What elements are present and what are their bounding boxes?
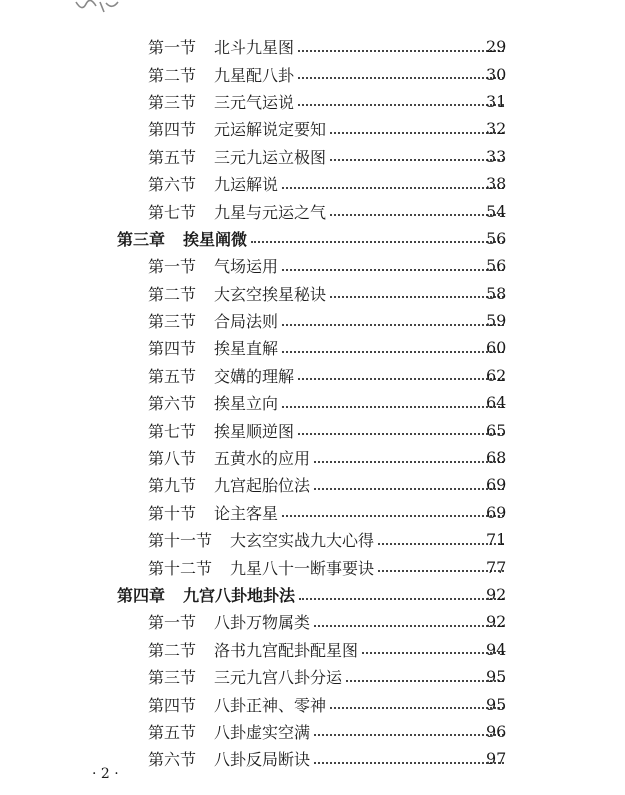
toc-entry-page: 77 bbox=[486, 557, 507, 577]
toc-section-row[interactable] bbox=[0, 252, 508, 279]
dot-leader bbox=[282, 351, 504, 353]
dot-leader bbox=[282, 324, 504, 326]
dot-leader bbox=[314, 461, 504, 463]
toc-section-row[interactable] bbox=[0, 636, 508, 663]
toc-entry-number: 第七节 bbox=[148, 202, 197, 222]
toc-entry-title: 大玄空实战九大心得 bbox=[230, 531, 375, 551]
dot-leader bbox=[314, 488, 504, 490]
dot-leader bbox=[330, 159, 504, 161]
page-number: · 2 · bbox=[92, 766, 119, 782]
toc-entry-page: 29 bbox=[486, 37, 507, 57]
dot-leader bbox=[251, 241, 504, 243]
toc-entry-number: 第六节 bbox=[148, 175, 197, 195]
dot-leader bbox=[314, 625, 504, 627]
toc-section-row[interactable] bbox=[0, 608, 508, 635]
toc-entry-number: 第八节 bbox=[148, 449, 197, 469]
toc-entry-number: 第六节 bbox=[148, 394, 197, 414]
toc-entry-title: 五黄水的应用 bbox=[214, 449, 311, 469]
toc-entry-title: 气场运用 bbox=[214, 257, 279, 277]
toc-entry-page: 59 bbox=[486, 311, 507, 331]
toc-entry-page: 68 bbox=[486, 448, 507, 468]
toc-entry-title: 挨星顺逆图 bbox=[214, 421, 295, 441]
toc-entry-number: 第五节 bbox=[148, 366, 197, 386]
dot-leader bbox=[282, 406, 504, 408]
toc-entry-page: 60 bbox=[486, 338, 507, 358]
toc-entry-page: 96 bbox=[486, 721, 507, 741]
toc-entry-title: 挨星立向 bbox=[214, 394, 279, 414]
toc-section-row[interactable] bbox=[0, 197, 508, 224]
toc-entry-page: 33 bbox=[486, 146, 507, 166]
toc-section-row[interactable] bbox=[0, 143, 508, 170]
toc-entry-page: 56 bbox=[486, 228, 507, 248]
toc-entry-number: 第一节 bbox=[148, 38, 197, 58]
toc-entry-number: 第五节 bbox=[148, 722, 197, 742]
dot-leader bbox=[299, 598, 504, 600]
dot-leader bbox=[330, 296, 504, 298]
toc-entry-page: 92 bbox=[486, 612, 507, 632]
toc-entry-page: 32 bbox=[486, 119, 507, 139]
dot-leader bbox=[314, 734, 504, 736]
toc-section-row[interactable] bbox=[0, 362, 508, 389]
toc-entry-title: 北斗九星图 bbox=[214, 38, 295, 58]
toc-section-row[interactable] bbox=[0, 170, 508, 197]
toc-entry-title: 九星八十一断事要诀 bbox=[230, 558, 375, 578]
dot-leader bbox=[298, 77, 504, 79]
toc-entry-title: 大玄空挨星秘诀 bbox=[214, 284, 327, 304]
toc-entry-number: 第三节 bbox=[148, 92, 197, 112]
toc-section-row[interactable] bbox=[0, 33, 508, 60]
toc-entry-title: 元运解说定要知 bbox=[214, 120, 327, 140]
toc-section-row[interactable] bbox=[0, 334, 508, 361]
toc-section-row[interactable] bbox=[0, 553, 508, 580]
toc-entry-title: 九运解说 bbox=[214, 175, 279, 195]
toc-entry-page: 31 bbox=[486, 91, 507, 111]
toc-entry-title: 挨星直解 bbox=[214, 339, 279, 359]
toc-entry-page: 92 bbox=[486, 585, 507, 604]
toc-entry-page: 30 bbox=[486, 64, 507, 84]
dot-leader bbox=[362, 652, 504, 654]
toc-chapter-row[interactable] bbox=[0, 225, 508, 252]
toc-entry-number: 第四节 bbox=[148, 120, 197, 140]
toc-entry-page: 65 bbox=[486, 420, 507, 440]
toc-section-row[interactable] bbox=[0, 307, 508, 334]
toc-entry-number: 第二节 bbox=[148, 640, 197, 660]
toc-entry-page: 95 bbox=[486, 694, 507, 714]
toc-entry-page: 71 bbox=[486, 530, 507, 550]
toc-section-row[interactable] bbox=[0, 280, 508, 307]
toc-entry-title: 论主客星 bbox=[214, 503, 279, 523]
toc-entry-title: 交媾的理解 bbox=[214, 366, 295, 386]
toc-entry-title: 三元九宫八卦分运 bbox=[214, 668, 343, 688]
toc-entry-number: 第四章 bbox=[117, 586, 166, 605]
dot-leader bbox=[298, 50, 504, 52]
toc-entry-number: 第七节 bbox=[148, 421, 197, 441]
toc-entry-page: 54 bbox=[486, 201, 507, 221]
toc-entry-number: 第四节 bbox=[148, 695, 197, 715]
toc-entry-number: 第三章 bbox=[117, 229, 166, 249]
toc-entry-number: 第一节 bbox=[148, 257, 197, 277]
toc-section-row[interactable] bbox=[0, 115, 508, 142]
dot-leader bbox=[298, 433, 504, 435]
toc-chapter-row[interactable] bbox=[0, 581, 508, 608]
toc-entry-page: 58 bbox=[486, 283, 507, 303]
toc-entry-page: 95 bbox=[486, 667, 507, 687]
toc-entry-number: 第五节 bbox=[148, 147, 197, 167]
toc-entry-page: 69 bbox=[486, 502, 507, 522]
dot-leader bbox=[298, 378, 504, 380]
toc-entry-title: 九星与元运之气 bbox=[214, 202, 327, 222]
toc-entry-title: 八卦反局断诀 bbox=[214, 750, 311, 770]
toc-entry-title: 合局法则 bbox=[214, 312, 279, 332]
toc-section-row[interactable] bbox=[0, 389, 508, 416]
toc-entry-title: 九宫八卦地卦法 bbox=[183, 586, 296, 605]
toc-entry-page: 38 bbox=[486, 174, 507, 194]
toc-entry-title: 挨星阐微 bbox=[183, 229, 248, 249]
toc-entry-number: 第四节 bbox=[148, 339, 197, 359]
toc-entry-number: 第六节 bbox=[148, 750, 197, 770]
toc-section-row[interactable] bbox=[0, 471, 508, 498]
toc-section-row[interactable] bbox=[0, 745, 508, 772]
toc-entry-title: 八卦正神、零神 bbox=[214, 695, 327, 715]
toc-entry-number: 第九节 bbox=[148, 476, 197, 496]
toc-entry-number: 第三节 bbox=[148, 668, 197, 688]
toc-section-row[interactable] bbox=[0, 718, 508, 745]
toc-entry-title: 八卦万物属类 bbox=[214, 613, 311, 633]
toc-entry-page: 69 bbox=[486, 475, 507, 495]
toc-section-row[interactable] bbox=[0, 416, 508, 443]
dot-leader bbox=[282, 269, 504, 271]
dot-leader bbox=[330, 707, 504, 709]
toc-entry-page: 94 bbox=[486, 639, 507, 659]
ink-scribble-icon bbox=[72, 0, 142, 14]
dot-leader bbox=[330, 214, 504, 216]
toc-section-row[interactable] bbox=[0, 88, 508, 115]
dot-leader bbox=[282, 187, 504, 189]
toc-entry-title: 八卦虚实空满 bbox=[214, 722, 311, 742]
toc-entry-title: 九宫起胎位法 bbox=[214, 476, 311, 496]
toc-section-row[interactable] bbox=[0, 499, 508, 526]
dot-leader bbox=[330, 132, 504, 134]
toc-entry-number: 第一节 bbox=[148, 613, 197, 633]
toc-entry-title: 洛书九宫配卦配星图 bbox=[214, 640, 359, 660]
toc-entry-number: 第十节 bbox=[148, 503, 197, 523]
toc-entry-page: 62 bbox=[486, 365, 507, 385]
toc-section-row[interactable] bbox=[0, 690, 508, 717]
toc-entry-title: 三元九运立极图 bbox=[214, 147, 327, 167]
toc-entry-page: 64 bbox=[486, 393, 507, 413]
toc-section-row[interactable] bbox=[0, 444, 508, 471]
toc-entry-title: 三元气运说 bbox=[214, 92, 295, 112]
dot-leader bbox=[282, 515, 504, 517]
toc-section-row[interactable] bbox=[0, 60, 508, 87]
toc-entry-page: 56 bbox=[486, 256, 507, 276]
toc-entry-number: 第二节 bbox=[148, 284, 197, 304]
table-of-contents bbox=[0, 33, 625, 773]
toc-section-row[interactable] bbox=[0, 663, 508, 690]
dot-leader bbox=[346, 680, 504, 682]
toc-entry-number: 第十二节 bbox=[148, 558, 213, 578]
toc-entry-page: 97 bbox=[486, 749, 507, 769]
toc-section-row[interactable] bbox=[0, 526, 508, 553]
toc-entry-number: 第三节 bbox=[148, 312, 197, 332]
toc-entry-title: 九星配八卦 bbox=[214, 65, 295, 85]
dot-leader bbox=[314, 762, 504, 764]
toc-entry-number: 第二节 bbox=[148, 65, 197, 85]
toc-entry-number: 第十一节 bbox=[148, 531, 213, 551]
dot-leader bbox=[298, 104, 504, 106]
